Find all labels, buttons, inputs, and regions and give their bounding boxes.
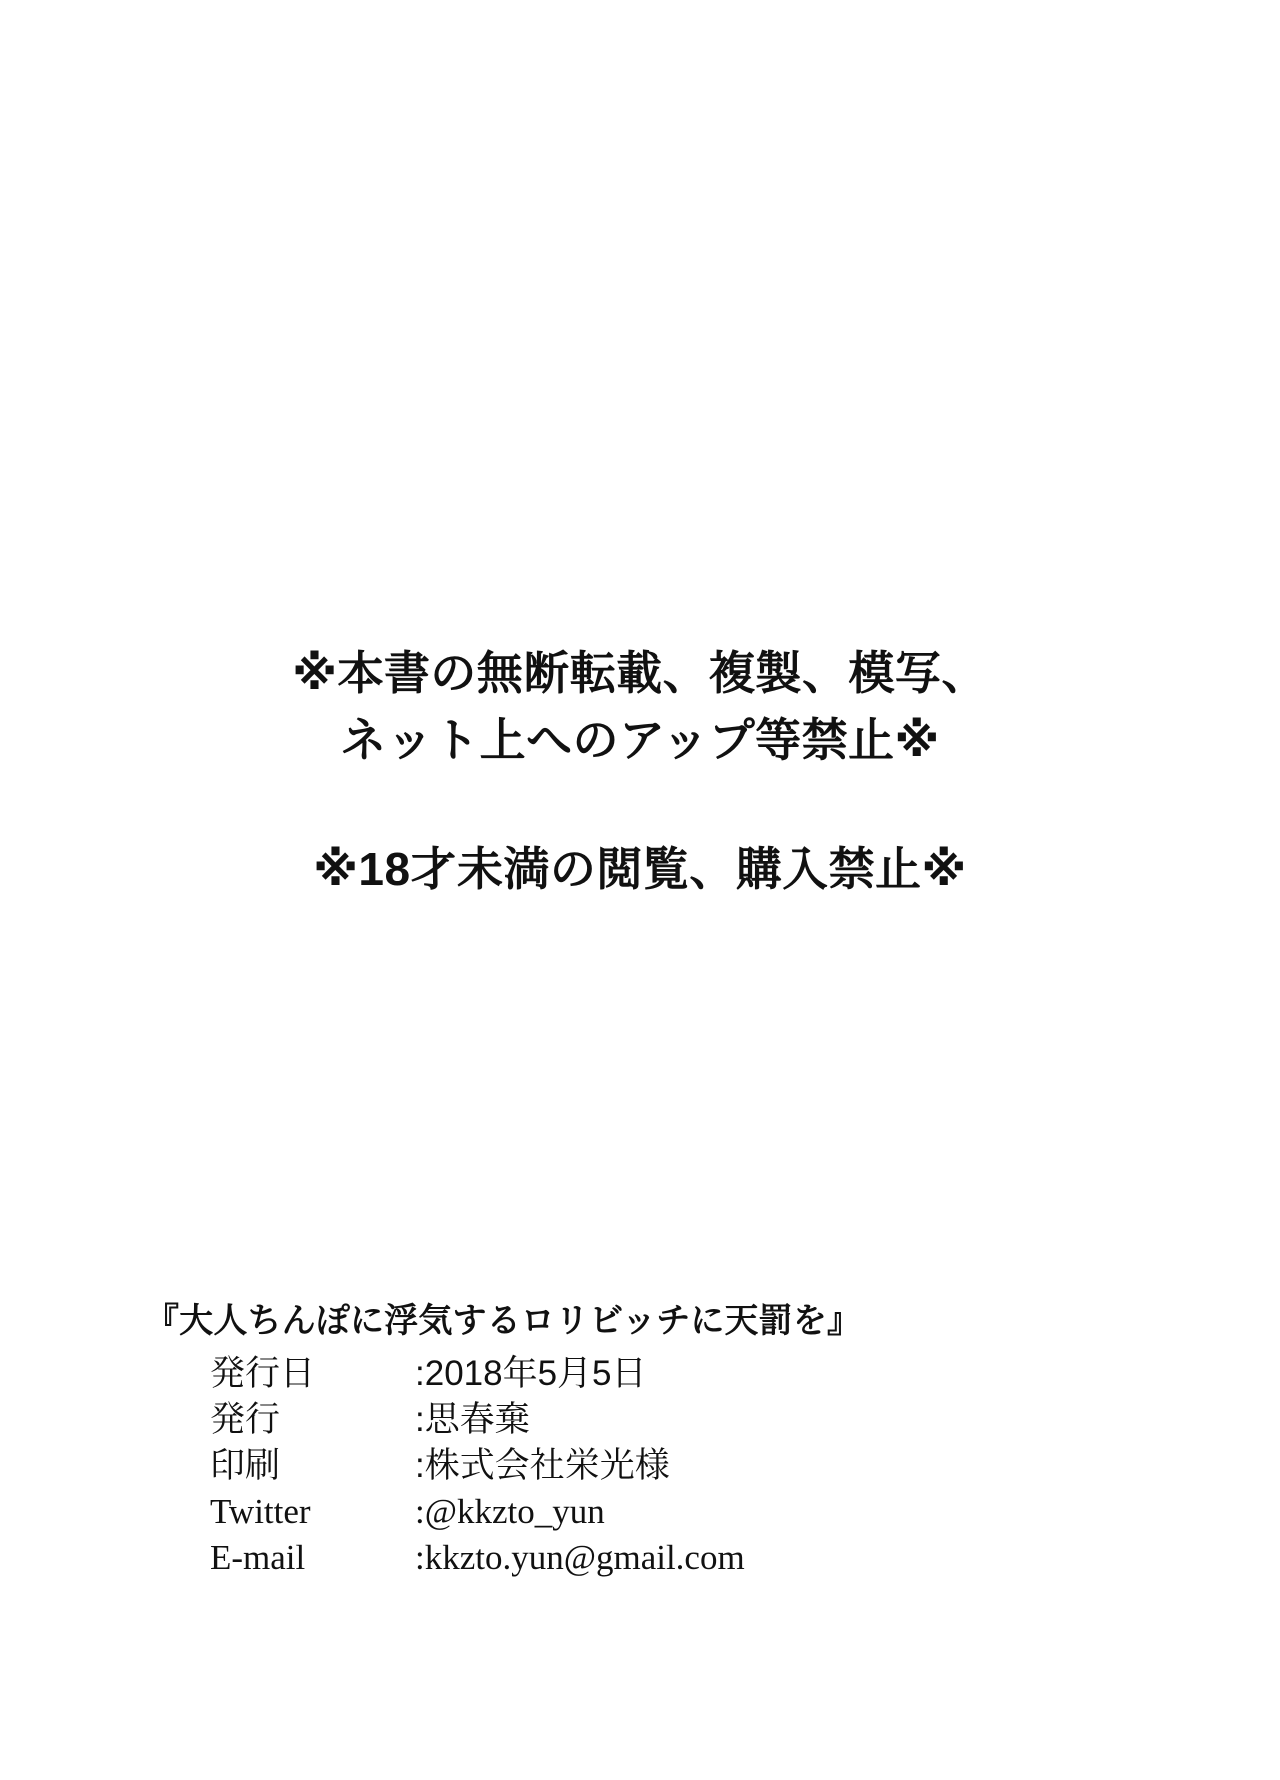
publication-date-label: 発行日 [210,1353,316,1393]
work-title: 『大人ちんぽに浮気するロリビッチに天罰を』 [145,1302,862,1340]
notice-block [0,640,1280,903]
colophon-block [145,1300,1145,1581]
notice-spacer [0,774,1280,836]
notice-line-1: ※本書の無断転載、複製、模写、 [292,647,988,699]
colophon-rows [210,1351,1145,1582]
notice-line-2: ネット上へのアップ等禁止※ [340,714,940,767]
colophon-row [210,1351,1145,1397]
printer-label: 印刷 [210,1445,281,1485]
twitter-label: Twitter [210,1492,311,1532]
email-label: E-mail [210,1538,306,1578]
colophon-row [210,1489,1145,1535]
colophon-row [210,1397,1145,1443]
age-restriction-notice: ※18才未満の閲覧、購入禁止※ [313,843,967,896]
colophon-row [210,1443,1145,1489]
email-address[interactable]: :kkzto.yun@gmail.com [415,1538,745,1578]
printer-value: :株式会社栄光様 [415,1445,670,1485]
twitter-handle[interactable]: :@kkzto_yun [415,1492,605,1532]
publisher-label: 発行 [210,1399,281,1439]
colophon-row [210,1535,1145,1581]
publication-date-value: :2018年5月5日 [415,1353,647,1393]
publisher-value: :思春棄 [415,1399,530,1439]
